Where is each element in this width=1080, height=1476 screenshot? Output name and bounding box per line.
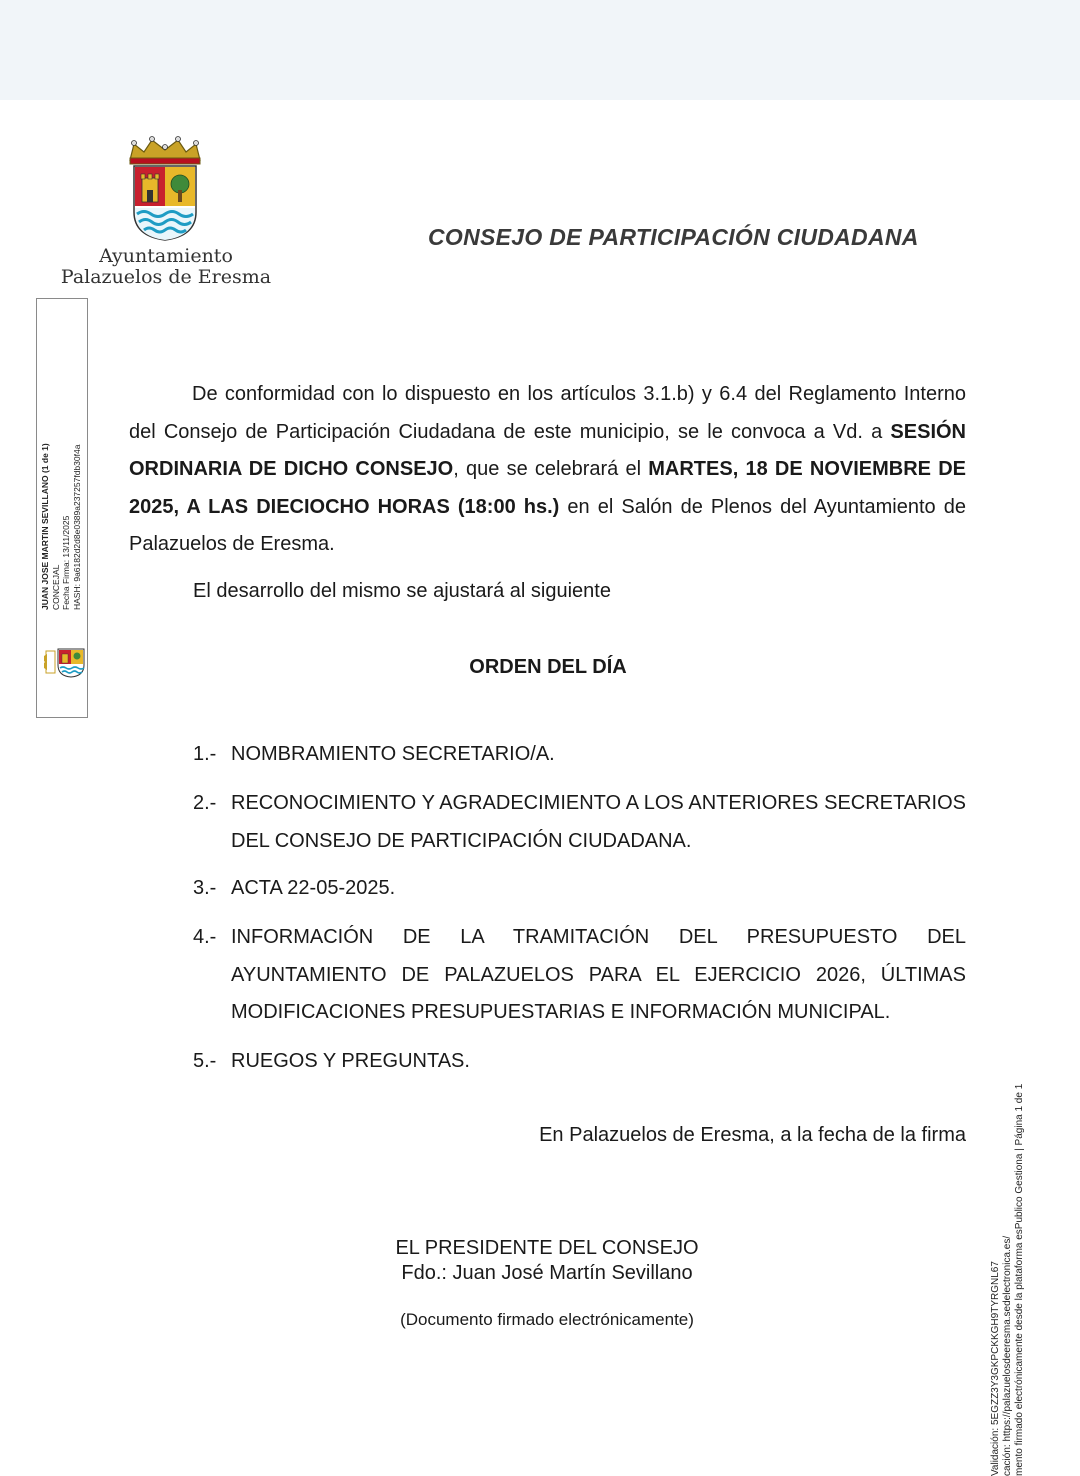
org-name-line1: Ayuntamiento [99, 245, 233, 267]
agenda-item [193, 1043, 966, 1081]
agenda-item [193, 736, 966, 774]
session-datetime: MARTES, 18 DE NOVIEMBRE DE 2025, A LAS DIECIOCHO HORAS (18:00 hs.) [129, 458, 966, 518]
coat-of-arms-icon [44, 645, 88, 679]
convocation-text-a: De conformidad con lo dispuesto en los artículos 3.1.b) y 6.4 del Reglamento Interno del Consejo de Participación Ciudadana de este municipio, se le convoca a Vd. a [129, 383, 966, 443]
validation-code: Validación: 5EGZZ3Y3GKPCKKGH9TYRGNL67 [990, 1261, 1001, 1476]
stamp-date: Fecha Firma: 13/11/2025 [61, 515, 71, 610]
agenda-item-text: NOMBRAMIENTO SECRETARIO/A. [231, 743, 555, 765]
org-name [60, 246, 272, 288]
council-title: CONSEJO DE PARTICIPACIÓN CIUDADANA [428, 224, 919, 250]
agenda-title: ORDEN DEL DÍA [469, 656, 627, 678]
top-band [0, 0, 1080, 100]
validation-url: cación: https://palazuelosdeeresma.sedelectronica.es/ [1002, 1235, 1013, 1476]
org-name-line2: Palazuelos de Eresma [60, 266, 272, 288]
agenda-item-number: 2.- [193, 792, 217, 814]
electronic-signature-note: (Documento firmado electrónicamente) [400, 1310, 694, 1329]
signatory-title: EL PRESIDENTE DEL CONSEJO [395, 1237, 699, 1259]
agenda-item [193, 870, 966, 908]
coat-of-arms-icon [120, 132, 210, 244]
agenda-item [193, 919, 966, 1032]
agenda-item-number: 1.- [193, 743, 217, 765]
agenda-item-number: 3.- [193, 877, 217, 899]
stamp-hash: HASH: 9a6182d2d8e0389a237257fdb30f4a [71, 444, 82, 610]
agenda-item-text: INFORMACIÓN DE LA TRAMITACIÓN DEL PRESUPUESTO DEL AYUNTAMIENTO DE PALAZUELOS PARA EL EJERCICIO 2026, ÚLTIMAS MODIFICACIONES PRESUPUESTARIAS E INFORMACIÓN MUNICIPAL. [231, 926, 966, 1023]
agenda-item-text: RECONOCIMIENTO Y AGRADECIMIENTO A LOS ANTERIORES SECRETARIOS DEL CONSEJO DE PARTICIPACIÓN CIUDADANA. [231, 792, 966, 852]
agenda-item-text: ACTA 22-05-2025. [231, 877, 396, 899]
agenda-item [193, 785, 966, 860]
validation-platform: mento firmado electrónicamente desde la plataforma esPublico Gestiona | Página 1 de 1 [1014, 1083, 1025, 1476]
stamp-signer: JUAN JOSE MARTIN SEVILLANO (1 de 1) [40, 443, 50, 610]
signature-stamp [39, 410, 85, 610]
signatory-name: Fdo.: Juan José Martín Sevillano [401, 1262, 693, 1284]
validation-strip [990, 1050, 1040, 1476]
stamp-role: CONCEJAL [50, 564, 61, 610]
place-date: En Palazuelos de Eresma, a la fecha de la firma [539, 1124, 966, 1146]
convocation-text-e: en el Salón de Plenos del Ayuntamiento de Palazuelos de Eresma. [129, 495, 966, 555]
agenda-intro: El desarrollo del mismo se ajustará al siguiente [193, 580, 611, 602]
session-type: SESIÓN ORDINARIA DE DICHO CONSEJO [129, 420, 966, 480]
convocation-text-c: , que se celebrará el [453, 458, 649, 480]
agenda-item-number: 5.- [193, 1050, 217, 1072]
agenda-item-text: RUEGOS Y PREGUNTAS. [231, 1050, 470, 1072]
agenda-item-number: 4.- [193, 926, 217, 948]
convocation-paragraph [129, 376, 966, 564]
